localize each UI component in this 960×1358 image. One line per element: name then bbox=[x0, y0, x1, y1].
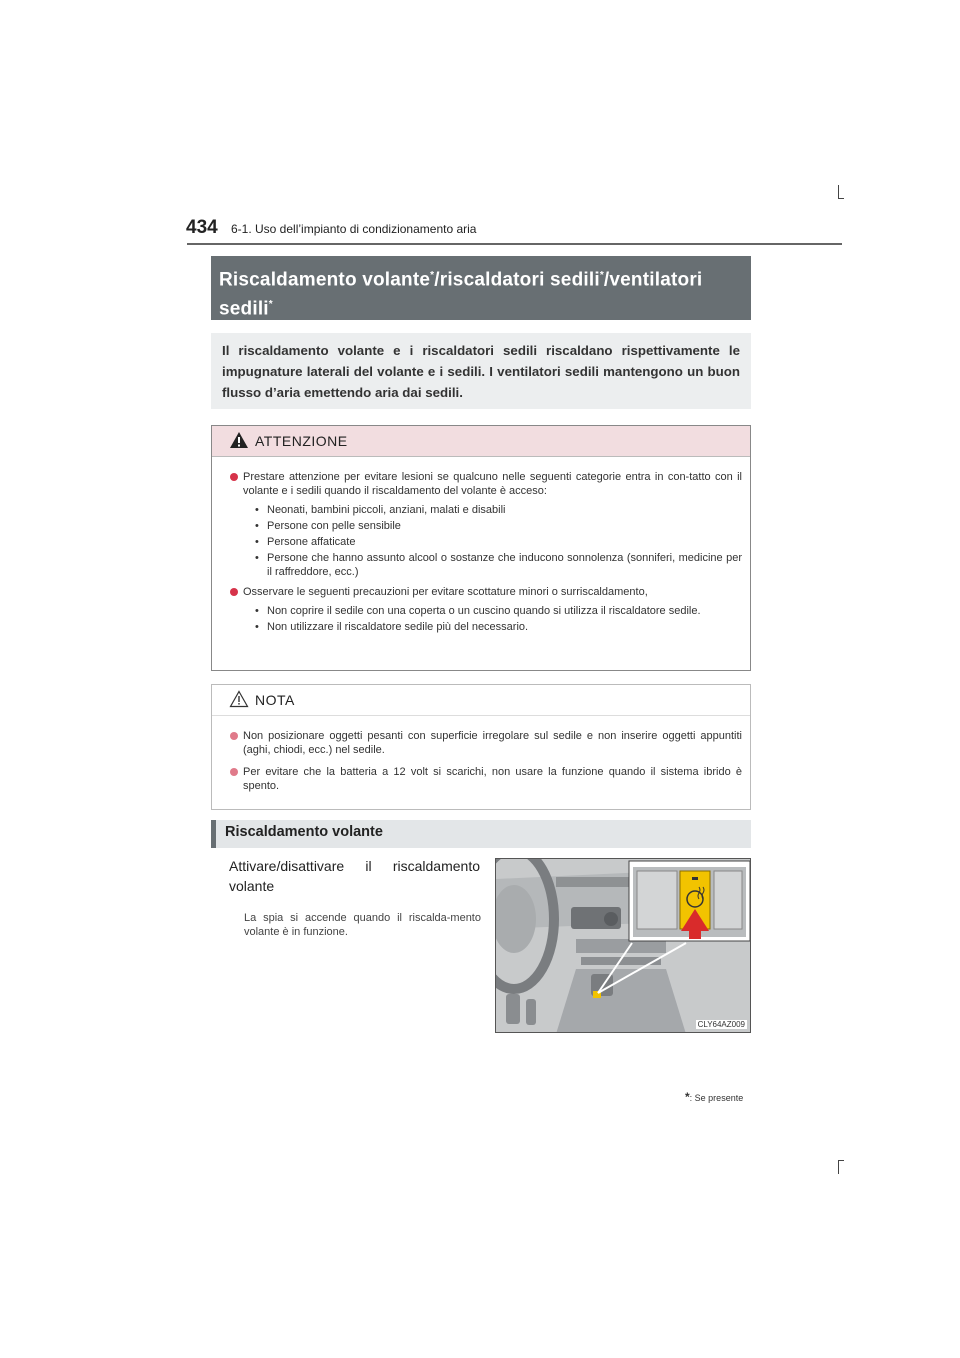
subsection-heading: Riscaldamento volante bbox=[211, 820, 751, 848]
warning-item-1 bbox=[230, 470, 742, 579]
warning-label: ATTENZIONE bbox=[255, 433, 348, 449]
sub-item: • Neonati, bambini piccoli, anziani, malati e disabili bbox=[255, 504, 506, 516]
nota-item-text: Non posizionare oggetti pesanti con superficie irregolare sul sedile e non inserire oggetti appuntiti (aghi, chiodi, ecc.) nel sedile. bbox=[243, 730, 742, 756]
footnote-mark: * bbox=[685, 1090, 690, 1104]
step-title-line-2: volante bbox=[229, 878, 275, 894]
crop-mark-top-h bbox=[838, 198, 844, 199]
sub-item-text: Non coprire il sedile con una coperta o un cuscino quando si utilizza il riscaldatore sedile. bbox=[267, 605, 701, 617]
nota-header bbox=[212, 685, 750, 716]
title-asterisk-3: * bbox=[268, 299, 273, 311]
bullet-dot bbox=[230, 768, 238, 776]
title-part-4: sedili bbox=[219, 298, 269, 320]
crop-mark-bottom-h bbox=[838, 1160, 844, 1161]
crop-mark-bottom bbox=[838, 1160, 839, 1174]
warning-header bbox=[212, 426, 750, 457]
header-rule bbox=[187, 243, 842, 245]
sub-item: • Persone affaticate bbox=[255, 536, 356, 548]
nota-box bbox=[211, 684, 751, 810]
warning-item-text: Osservare le seguenti precauzioni per evitare scottature minori o surriscaldamento, bbox=[243, 586, 648, 598]
section-title-box bbox=[211, 256, 751, 320]
footnote-text: : Se presente bbox=[689, 1093, 744, 1103]
step-description: La spia si accende quando il riscalda-mento volante è in funzione. bbox=[244, 912, 481, 938]
footnote bbox=[685, 1090, 743, 1104]
warning-triangle-icon bbox=[229, 431, 249, 449]
figure-code: CLY64AZ009 bbox=[697, 1020, 745, 1029]
nota-item-1 bbox=[230, 729, 742, 757]
sub-item-text: Persone che hanno assunto alcool o sostanze che inducono sonnolenza (sonniferi, medicine per il raffreddore, ecc.) bbox=[267, 552, 742, 578]
warning-box bbox=[211, 425, 751, 671]
intro-text: Il riscaldamento volante e i riscaldatori sedili riscaldano rispettivamente le impugnature laterali del volante e i sedili. I ventilatori sedili mantengono un buon flusso d’aria emettendo aria dai sedili. bbox=[211, 333, 751, 409]
title-part-2: /riscaldatori sedili bbox=[434, 269, 600, 291]
warning-item-2 bbox=[230, 585, 742, 634]
sub-item-text: Persone affaticate bbox=[267, 536, 356, 548]
nota-item-text: Per evitare che la batteria a 12 volt si scarichi, non usare la funzione quando il sistema ibrido è spento. bbox=[243, 766, 742, 792]
title-part-1: Riscaldamento volante bbox=[219, 269, 431, 291]
dashboard-illustration bbox=[495, 858, 751, 1033]
page-number: 434 bbox=[186, 217, 218, 238]
crop-mark-top bbox=[838, 185, 839, 199]
sub-item-text: Persone con pelle sensibile bbox=[267, 520, 401, 532]
caution-triangle-icon bbox=[229, 690, 249, 708]
warning-list bbox=[230, 470, 742, 640]
sub-item: • Persone che hanno assunto alcool o sostanze che inducono sonnolenza (sonniferi, medicine per il raffreddore, ecc.) bbox=[255, 552, 742, 578]
warning-item-text: Prestare attenzione per evitare lesioni se qualcuno nelle seguenti categorie entra in con-tatto con il volante e i sedili quando il riscaldamento del volante è acceso: bbox=[243, 471, 742, 497]
bullet-dot bbox=[230, 588, 238, 596]
title-asterisk-2: * bbox=[599, 270, 604, 281]
title-asterisk-1: * bbox=[430, 270, 435, 281]
sub-item: • Persone con pelle sensibile bbox=[255, 520, 401, 532]
nota-label: NOTA bbox=[255, 692, 295, 708]
nota-list bbox=[230, 729, 742, 799]
section-label: 6-1. Uso dell’impianto di condizionamento aria bbox=[231, 222, 477, 236]
title-part-3: /ventilatori bbox=[603, 269, 703, 291]
section-title bbox=[219, 263, 743, 322]
bullet-dot bbox=[230, 732, 238, 740]
bullet-dot bbox=[230, 473, 238, 481]
nota-item-2 bbox=[230, 765, 742, 793]
step-title-line-1: Attivare/disattivare il riscaldamento bbox=[229, 858, 480, 874]
sub-item: • Non coprire il sedile con una coperta o un cuscino quando si utilizza il riscaldatore sedile. bbox=[255, 605, 701, 617]
dashboard-drawing bbox=[496, 859, 751, 1033]
sub-item-text: Neonati, bambini piccoli, anziani, malati e disabili bbox=[267, 504, 506, 516]
sub-item: • Non utilizzare il riscaldatore sedile più del necessario. bbox=[255, 621, 529, 633]
sub-item-text: Non utilizzare il riscaldatore sedile più del necessario. bbox=[267, 621, 529, 633]
